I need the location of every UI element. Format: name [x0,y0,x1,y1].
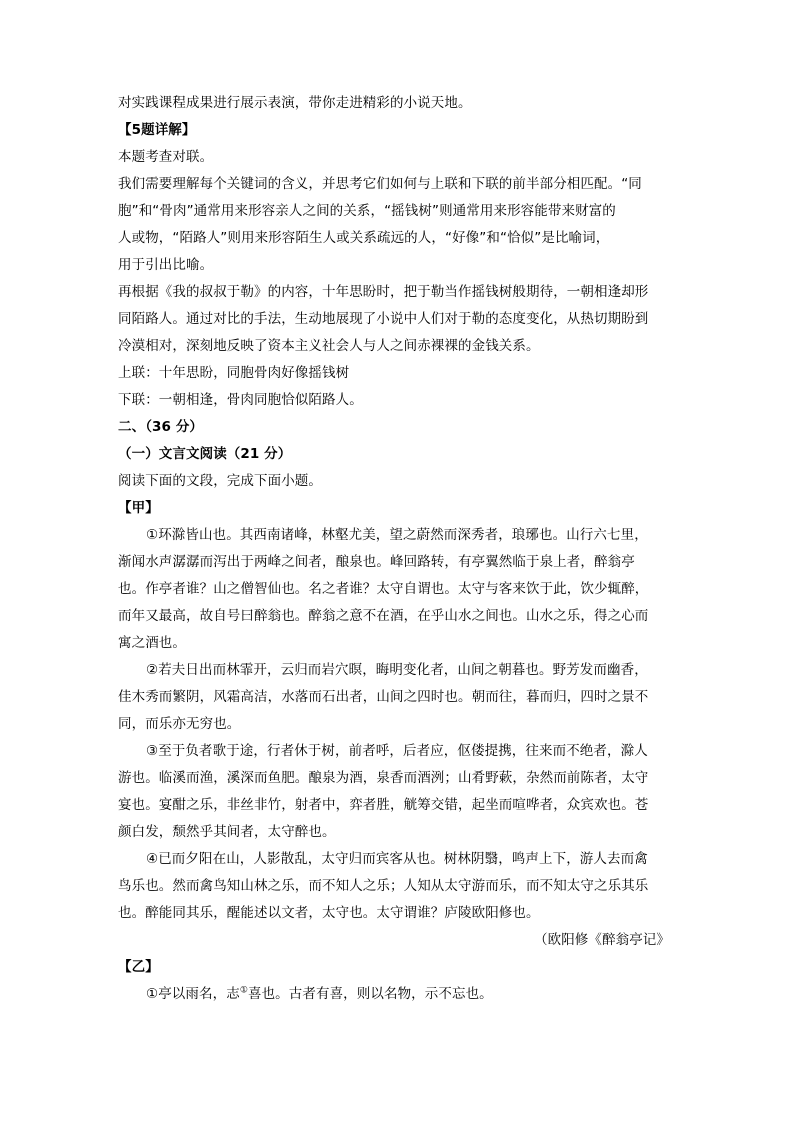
footnote-marker: ① [239,985,248,996]
passage-line: 而年又最高，故自号曰醉翁也。醉翁之意不在酒，在乎山水之间也。山水之乐，得之心而 [118,608,649,624]
text-line: 用于引出比喻。 [118,257,214,273]
passage-line: 颜白发，颓然乎其间者，太守醉也。 [118,824,336,840]
text-line: 再根据《我的叔叔于勒》的内容，十年思盼时，把于勒当作摇钱树般期待，一朝相逢却形 [118,284,649,300]
text-line: 人或物，“陌路人”则用来形容陌生人或关系疏远的人，“好像”和“恰似”是比喻词， [118,230,610,246]
text-line: 冷漠相对，深刻地反映了资本主义社会人与人之间赤裸裸的金钱关系。 [118,338,540,354]
text-line: 胞”和“骨肉”通常用来形容亲人之间的关系，“摇钱树”则通常用来形容能带来财富的 [118,203,616,219]
passage-text: ①亭以雨名，志 [146,986,240,1002]
passage-line: 同，而乐亦无穷也。 [118,716,241,732]
passage-label: 【乙】 [118,959,159,975]
passage-line: ①环滁皆山也。其西南诸峰，林壑尤美，望之蔚然而深秀者，琅琊也。山行六七里， [146,527,648,543]
passage-line: 佳木秀而繁阴，风霜高洁，水落而石出者，山间之四时也。朝而往，暮而归，四时之景不 [118,689,649,705]
text-line: 我们需要理解每个关键词的含义，并思考它们如何与上联和下联的前半部分相匹配。“同 [118,176,642,192]
passage-line: ③至于负者歌于途，行者休于树，前者呼，后者应，伛偻提携，往来而不绝者，滁人 [146,743,648,759]
source-citation: （欧阳修《醉翁亭记》 [534,932,670,948]
passage-line: ②若夫日出而林霏开，云归而岩穴暝，晦明变化者，山间之朝暮也。野芳发而幽香， [146,662,648,678]
section-heading: 【5题详解】 [118,122,196,138]
passage-line: 鸟乐也。然而禽鸟知山林之乐，而不知人之乐；人知从太守游而乐，而不知太守之乐其乐 [118,878,649,894]
passage-line: 游也。临溪而渔，溪深而鱼肥。酿泉为酒，泉香而酒洌；山肴野蔌，杂然而前陈者，太守 [118,770,649,786]
passage-line: 也。作亭者谁？山之僧智仙也。名之者谁？太守自谓也。太守与客来饮于此，饮少辄醉， [118,581,649,597]
section-heading: （一）文言文阅读（21 分） [118,446,292,462]
document-page [118,90,670,1008]
text-line: 同陌路人。通过对比的手法，生动地展现了小说中人们对于勒的态度变化，从热切期盼到 [118,311,649,327]
text-line: 下联：一朝相逢，骨肉同胞恰似陌路人。 [118,392,363,408]
passage-line: 寓之酒也。 [118,635,186,651]
passage-line: ④已而夕阳在山，人影散乱，太守归而宾客从也。树林阴翳，鸣声上下，游人去而禽 [146,851,648,867]
passage-line: 也。醉能同其乐，醒能述以文者，太守也。太守谓谁？庐陵欧阳修也。 [118,905,540,921]
text-line: 阅读下面的文段，完成下面小题。 [118,473,322,489]
passage-label: 【甲】 [118,500,159,516]
passage-line [118,981,670,1008]
text-line: 对实践课程成果进行展示表演，带你走进精彩的小说天地。 [118,95,472,111]
passage-text: 喜也。古者有喜，则以名物，示不忘也。 [247,986,493,1002]
passage-line: 渐闻水声潺潺而泻出于两峰之间者，酿泉也。峰回路转，有亭翼然临于泉上者，醉翁亭 [118,554,635,570]
text-line: 本题考查对联。 [118,149,214,165]
section-heading: 二、（36 分） [118,419,204,435]
text-line: 上联：十年思盼，同胞骨肉好像摇钱树 [118,365,350,381]
passage-line: 宴也。宴酣之乐，非丝非竹，射者中，弈者胜，觥筹交错，起坐而喧哗者，众宾欢也。苍 [118,797,649,813]
